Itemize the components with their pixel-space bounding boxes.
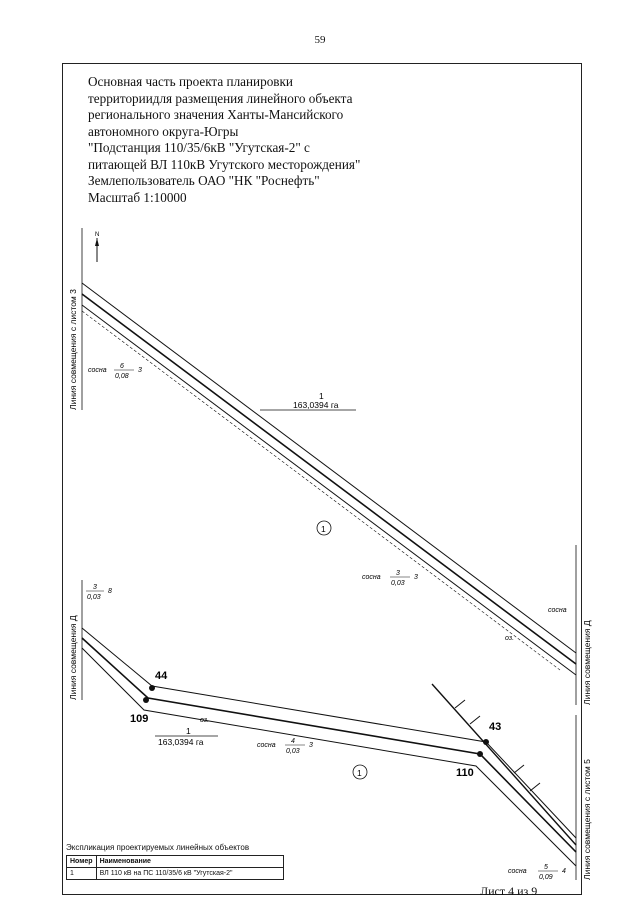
north-arrow-icon	[95, 232, 99, 262]
forest-species-label: сосна	[548, 607, 567, 614]
svg-text:3: 3	[396, 570, 400, 577]
svg-text:6: 6	[120, 363, 124, 370]
legend	[66, 843, 284, 880]
svg-text:0,03: 0,03	[391, 580, 405, 587]
svg-text:0,03: 0,03	[286, 748, 300, 755]
legend-row	[67, 868, 284, 880]
legend-header-name: Наименование	[96, 856, 283, 868]
svg-text:1: 1	[357, 768, 362, 778]
legend-cell-number: 1	[67, 868, 97, 880]
svg-text:3: 3	[138, 367, 142, 374]
point-marker-110	[477, 751, 483, 757]
point-label-43: 43	[489, 721, 502, 733]
svg-text:3: 3	[93, 584, 97, 591]
svg-text:5: 5	[544, 864, 548, 871]
point-marker-109	[143, 697, 149, 703]
title-line: Землепользователь ОАО "НК "Роснефть"	[88, 173, 320, 188]
title-line: территориидля размещения линейного объекта	[88, 90, 353, 106]
forest-label	[257, 738, 313, 755]
point-label-110: 110	[456, 767, 474, 779]
svg-text:сосна: сосна	[88, 367, 107, 374]
page-number: 59	[314, 34, 326, 46]
lake-label: оз.	[200, 717, 210, 724]
title-line: питающей ВЛ 110кВ Угутского месторождения"	[88, 156, 361, 172]
forest-label	[362, 570, 418, 587]
forest-label	[508, 864, 566, 881]
north-label: N	[95, 232, 100, 238]
forest-label	[86, 584, 112, 601]
alignment-label-d-right: Линия совмещения Д	[582, 620, 592, 705]
svg-text:сосна: сосна	[257, 742, 276, 749]
alignment-label-sheet5: Линия совмещения с листом 5	[582, 759, 592, 880]
title-line: Масштаб 1:10000	[88, 189, 187, 205]
svg-text:0,09: 0,09	[539, 874, 553, 881]
title-line: регионального значения Ханты-Мансийского	[88, 107, 344, 122]
point-label-44: 44	[155, 670, 168, 682]
svg-text:3: 3	[309, 742, 313, 749]
alignment-label-d-left: Линия совмещения Д	[68, 615, 78, 700]
lake-label: оз.	[505, 635, 515, 642]
svg-text:8: 8	[108, 588, 112, 595]
alignment-label-sheet3: Линия совмещения с листом 3	[68, 289, 78, 410]
legend-header-number: Номер	[67, 856, 97, 868]
svg-text:4: 4	[562, 868, 566, 875]
area-num-lower: 1	[186, 726, 191, 736]
svg-text:1: 1	[321, 524, 326, 534]
upper-corridor	[82, 283, 576, 675]
svg-text:0,08: 0,08	[115, 373, 129, 380]
forest-label	[88, 363, 142, 380]
point-marker-44	[149, 685, 155, 691]
area-value-lower: 163,0394 га	[158, 737, 204, 747]
legend-cell-name: ВЛ 110 кВ на ПС 110/35/6 кВ "Угутская-2"	[96, 868, 283, 880]
legend-table	[66, 855, 284, 880]
point-marker-43	[483, 739, 489, 745]
lower-corridor	[82, 628, 576, 866]
svg-text:0,03: 0,03	[87, 594, 101, 601]
svg-text:3: 3	[414, 574, 418, 581]
svg-text:4: 4	[291, 738, 295, 745]
sheet-label: Лист 4 из 9	[480, 884, 538, 898]
area-value-upper: 163,0394 га	[293, 400, 339, 410]
title-line: автономного округа-Югры	[88, 123, 239, 139]
svg-text:сосна: сосна	[362, 574, 381, 581]
area-num-upper: 1	[319, 391, 324, 401]
title-line: Основная часть проекта планировки	[88, 74, 293, 89]
title-line: "Подстанция 110/35/6кВ "Угутская-2" с	[88, 140, 310, 155]
legend-caption: Экспликация проектируемых линейных объектов	[66, 843, 250, 852]
svg-text:сосна: сосна	[508, 868, 527, 875]
point-label-109: 109	[130, 713, 149, 725]
